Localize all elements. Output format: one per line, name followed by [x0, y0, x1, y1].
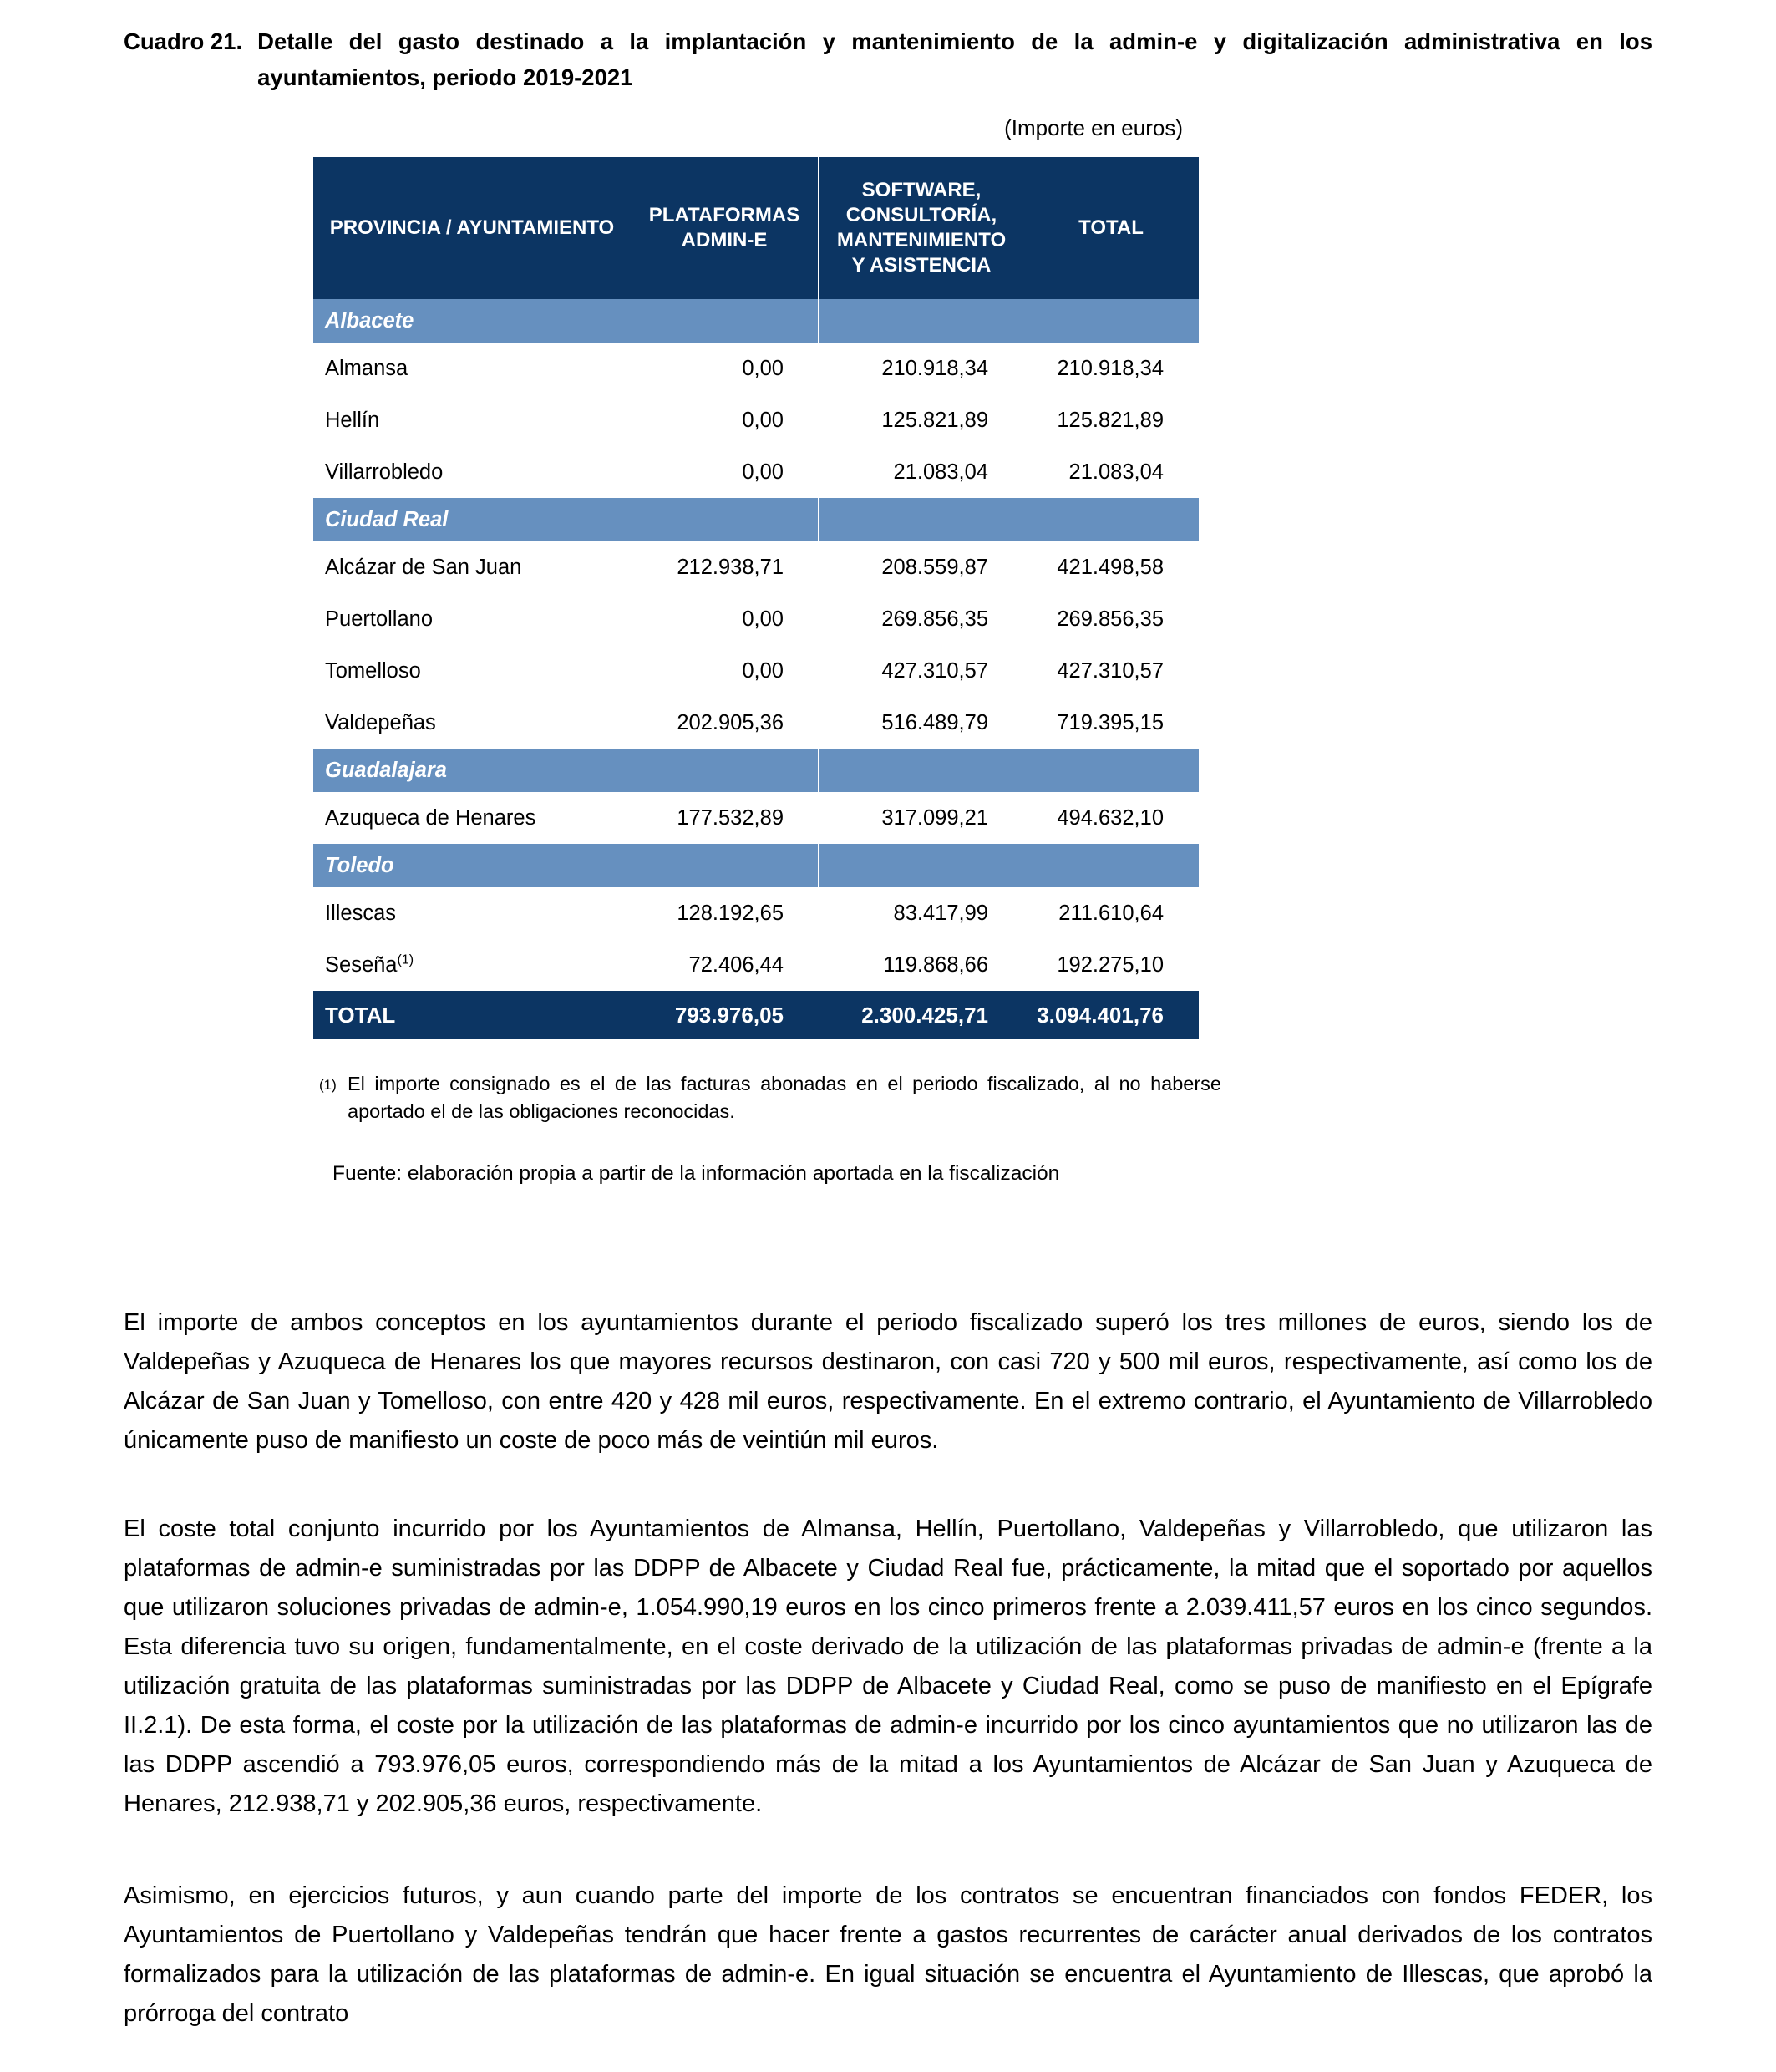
table-row — [313, 394, 1199, 446]
table-row — [313, 446, 1199, 498]
body-paragraph-1: El importe de ambos conceptos en los ayuntamientos durante el periodo fiscalizado superó los tres millones de euros, siendo los de Valdepeñas y Azuqueca de Henares los que mayores recursos destinaron, con casi 720 y 500 mil euros, respectivamente, así como los de Alcázar de San Juan y Tomelloso, con entre 420 y 428 mil euros, respectivamente. En el extremo contrario, el Ayuntamiento de Villarrobledo únicamente puso de manifiesto un coste de poco más de veintiún mil euros. — [124, 1309, 1652, 1454]
group-row — [313, 498, 1199, 541]
row-name: Seseña — [325, 952, 398, 977]
cell-total: 421.498,58 — [1023, 541, 1199, 593]
total-total: 3.094.401,76 — [1023, 991, 1199, 1039]
expense-table — [313, 157, 1199, 1039]
row-name: Valdepeñas — [313, 697, 631, 749]
group-blank-cell — [631, 299, 819, 343]
cell-plataformas: 72.406,44 — [631, 939, 819, 991]
footnote-marker: (1) — [319, 1077, 337, 1093]
cell-total: 211.610,64 — [1023, 887, 1199, 939]
group-label: Toledo — [313, 844, 631, 887]
table-row — [313, 593, 1199, 645]
table-row — [313, 939, 1199, 991]
row-name: Puertollano — [313, 593, 631, 645]
cell-total: 125.821,89 — [1023, 394, 1199, 446]
group-blank-cell — [631, 498, 819, 541]
group-blank-cell — [819, 299, 1023, 343]
cell-plataformas: 0,00 — [631, 645, 819, 697]
group-label: Ciudad Real — [313, 498, 631, 541]
cell-plataformas: 202.905,36 — [631, 697, 819, 749]
cell-software: 119.868,66 — [819, 939, 1023, 991]
table-footnote — [319, 1070, 1221, 1125]
caption-number: Cuadro 21. — [124, 28, 243, 54]
group-blank-cell — [631, 749, 819, 792]
column-header-plataformas: PLATAFORMAS ADMIN-E — [631, 157, 819, 299]
cell-total: 494.632,10 — [1023, 792, 1199, 844]
cell-software: 210.918,34 — [819, 343, 1023, 394]
table-header-row — [313, 157, 1199, 299]
table-header — [313, 157, 1199, 299]
group-blank-cell — [1023, 844, 1199, 887]
row-name: Almansa — [313, 343, 631, 394]
table-row — [313, 541, 1199, 593]
column-header-total: TOTAL — [1023, 157, 1199, 299]
group-blank-cell — [819, 844, 1023, 887]
cell-plataformas: 0,00 — [631, 343, 819, 394]
table-source: Fuente: elaboración propia a partir de la información aportada en la fiscalización — [332, 1162, 1060, 1185]
table-row — [313, 343, 1199, 394]
cell-total: 719.395,15 — [1023, 697, 1199, 749]
group-blank-cell — [819, 749, 1023, 792]
table-row — [313, 792, 1199, 844]
cell-software: 208.559,87 — [819, 541, 1023, 593]
units-label: (Importe en euros) — [1004, 115, 1183, 140]
cell-total: 269.856,35 — [1023, 593, 1199, 645]
column-header-software: SOFTWARE, CONSULTORÍA, MANTENIMIENTO Y ASISTENCIA — [819, 157, 1023, 299]
row-name: Illescas — [313, 887, 631, 939]
table-row — [313, 697, 1199, 749]
table-row — [313, 645, 1199, 697]
group-label: Albacete — [313, 299, 631, 343]
cell-plataformas: 0,00 — [631, 446, 819, 498]
cell-plataformas: 0,00 — [631, 593, 819, 645]
row-name: Villarrobledo — [313, 446, 631, 498]
body-paragraph-3: Asimismo, en ejercicios futuros, y aun cuando parte del importe de los contratos se encuentran financiados con fondos FEDER, los Ayuntamientos de Puertollano y Valdepeñas tendrán que hacer frente a gastos recurrentes de carácter anual derivados de los contratos formalizados para la utilización de las plataformas de admin-e. En igual situación se encuentra el Ayuntamiento de Illescas, que aprobó la prórroga del contrato — [124, 1882, 1652, 2027]
cell-software: 21.083,04 — [819, 446, 1023, 498]
total-software: 2.300.425,71 — [819, 991, 1023, 1039]
total-label: TOTAL — [313, 991, 631, 1039]
cell-plataformas: 128.192,65 — [631, 887, 819, 939]
footnote-marker: (1) — [397, 952, 414, 967]
group-blank-cell — [1023, 299, 1199, 343]
body-paragraph-2-container — [124, 1510, 1652, 1857]
cell-plataformas: 212.938,71 — [631, 541, 819, 593]
table-container — [313, 157, 1199, 1039]
footnote-text: El importe consignado es el de las facturas abonadas en el periodo fiscalizado, al no haberse aportado el de las obligaciones reconocidas. — [348, 1073, 1221, 1122]
total-plataformas: 793.976,05 — [631, 991, 819, 1039]
caption-title: Detalle del gasto destinado a la implantación y mantenimiento de la admin-e y digitalización administrativa en los ayuntamientos, periodo 2019-2021 — [257, 28, 1652, 90]
table-row — [313, 887, 1199, 939]
body-paragraph-2: El coste total conjunto incurrido por los Ayuntamientos de Almansa, Hellín, Puertollano, Valdepeñas y Villarrobledo, que utilizaron las plataformas de admin-e suministradas por las DDPP de Albacete y Ciudad Real fue, prácticamente, la mitad que el soportado por aquellos que utilizaron soluciones privadas de admin-e, 1.054.990,19 euros en los cinco primeros frente a 2.039.411,57 euros en los cinco segundos. Esta diferencia tuvo su origen, fundamentalmente, en el coste derivado de la utilización de las plataformas privadas de admin-e (frente a la utilización gratuita de las plataformas suministradas por las DDPP de Albacete y Ciudad Real, como se puso de manifiesto en el Epígrafe II.2.1). De esta forma, el coste por la utilización de las plataformas de admin-e incurrido por los cinco ayuntamientos que no utilizaron las de las DDPP ascendió a 793.976,05 euros, correspondiendo más de la mitad a los Ayuntamientos de Alcázar de San Juan y Azuqueca de Henares, 212.938,71 y 202.905,36 euros, respectivamente. — [124, 1516, 1652, 1817]
cell-software: 125.821,89 — [819, 394, 1023, 446]
cell-software: 83.417,99 — [819, 887, 1023, 939]
cell-total: 210.918,34 — [1023, 343, 1199, 394]
table-body — [313, 299, 1199, 1039]
group-row — [313, 749, 1199, 792]
row-name: Hellín — [313, 394, 631, 446]
table-total-row — [313, 991, 1199, 1039]
group-blank-cell — [1023, 498, 1199, 541]
body-paragraph-3-container — [124, 1876, 1652, 2067]
group-blank-cell — [631, 844, 819, 887]
cell-total: 21.083,04 — [1023, 446, 1199, 498]
cell-plataformas: 0,00 — [631, 394, 819, 446]
row-name: Tomelloso — [313, 645, 631, 697]
cell-plataformas: 177.532,89 — [631, 792, 819, 844]
column-header-province: PROVINCIA / AYUNTAMIENTO — [313, 157, 631, 299]
table-caption — [124, 23, 1652, 95]
row-name: Alcázar de San Juan — [313, 541, 631, 593]
row-name-with-footnote — [313, 939, 631, 991]
group-label: Guadalajara — [313, 749, 631, 792]
cell-software: 516.489,79 — [819, 697, 1023, 749]
group-row — [313, 299, 1199, 343]
group-blank-cell — [1023, 749, 1199, 792]
cell-software: 427.310,57 — [819, 645, 1023, 697]
group-row — [313, 844, 1199, 887]
cell-software: 317.099,21 — [819, 792, 1023, 844]
cell-software: 269.856,35 — [819, 593, 1023, 645]
body-paragraph-1-container — [124, 1303, 1652, 1494]
cell-total: 427.310,57 — [1023, 645, 1199, 697]
group-blank-cell — [819, 498, 1023, 541]
row-name: Azuqueca de Henares — [313, 792, 631, 844]
cell-total: 192.275,10 — [1023, 939, 1199, 991]
